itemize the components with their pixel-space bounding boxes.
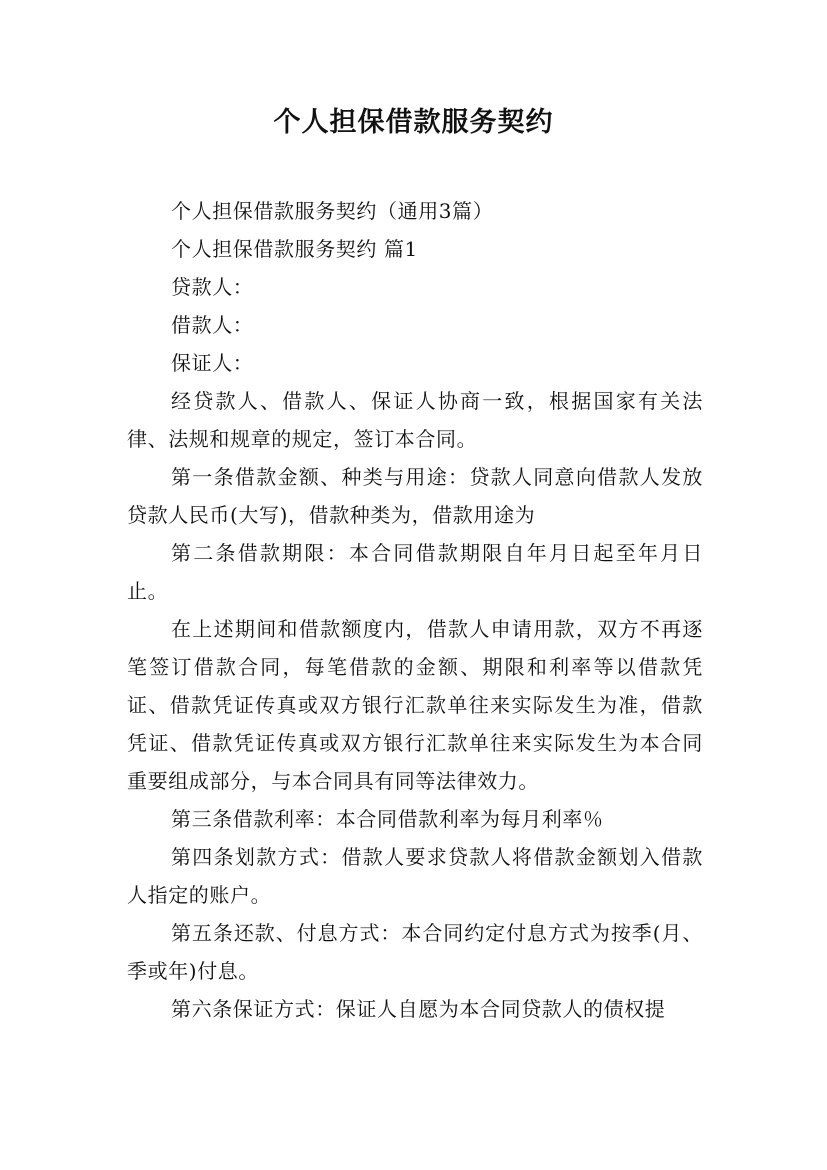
document-body [127, 192, 703, 1028]
paragraph-borrower: 借款人： [171, 313, 254, 337]
paragraph-preamble: 经贷款人、借款人、保证人协商一致，根据国家有关法律、法规和规章的规定，签订本合同。 [127, 389, 703, 451]
paragraph-part-heading: 个人担保借款服务契约 篇1 [171, 237, 418, 261]
paragraph-article-6: 第六条保证方式：保证人自愿为本合同贷款人的债权提 [171, 997, 666, 1021]
paragraph-article-1: 第一条借款金额、种类与用途：贷款人同意向借款人发放贷款人民币(大写)，借款种类为，借款用途为 [127, 465, 703, 527]
paragraph-guarantor: 保证人： [171, 351, 254, 375]
paragraph-lender: 贷款人： [171, 275, 254, 299]
paragraph-article-4: 第四条划款方式：借款人要求贷款人将借款金额划入借款人指定的账户。 [127, 845, 703, 907]
paragraph-article-2: 第二条借款期限：本合同借款期限自年月日起至年月日止。 [127, 541, 703, 603]
paragraph-article-3: 第三条借款利率：本合同借款利率为每月利率％ [171, 807, 604, 831]
paragraph-article-5: 第五条还款、付息方式：本合同约定付息方式为按季(月、季或年)付息。 [127, 921, 703, 983]
paragraph-collection-title: 个人担保借款服务契约（通用3篇） [171, 199, 494, 223]
paragraph-article-2-detail: 在上述期间和借款额度内，借款人申请用款，双方不再逐笔签订借款合同，每笔借款的金额、期限和利率等以借款凭证、借款凭证传真或双方银行汇款单往来实际发生为准，借款凭证、借款凭证传真或双方银行汇款单往来实际发生为本合同重要组成部分，与本合同具有同等法律效力。 [127, 617, 703, 793]
document-title: 个人担保借款服务契约 [273, 107, 554, 138]
